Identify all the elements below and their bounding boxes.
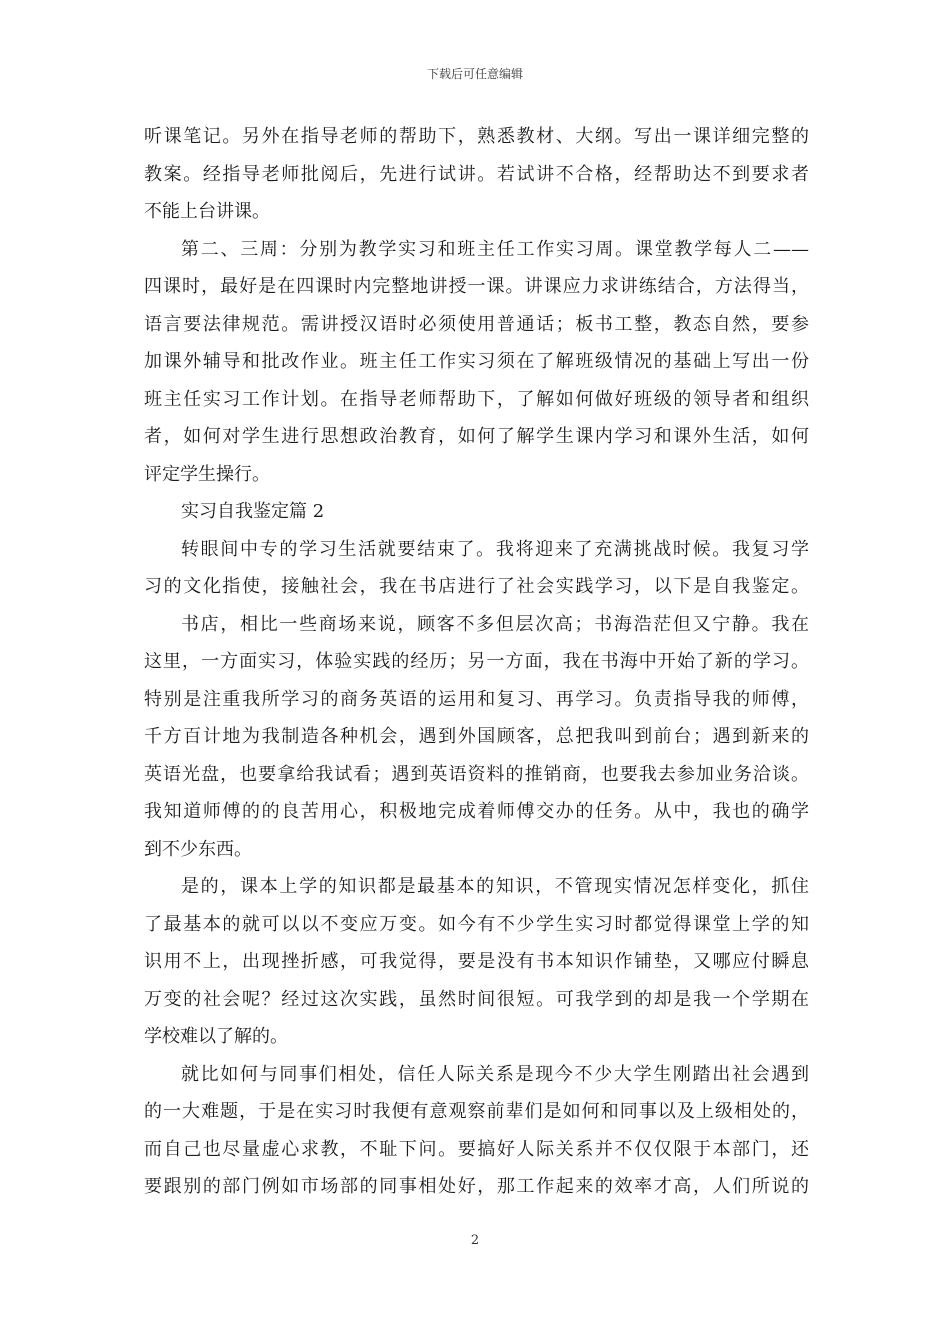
text-line: 千方百计地为我制造各种机会，遇到外国顾客，总把我叫到前台；遇到新来的 xyxy=(144,726,809,747)
section-heading: 实习自我鉴定篇 2 xyxy=(181,501,325,522)
text-line: 而自己也尽量虚心求教，不耻下问。要搞好人际关系并不仅仅限于本部门，还 xyxy=(144,1138,809,1160)
document-body xyxy=(144,118,809,1206)
text-line: 评定学生操行。 xyxy=(144,463,270,485)
text-line: 要跟别的部门例如市场部的同事相处好，那工作起来的效率才高，人们所说的 xyxy=(144,1176,809,1197)
text-line: 这里，一方面实习，体验实践的经历；另一方面，我在书海中开始了新的学习。 xyxy=(144,651,809,672)
text-line: 加课外辅导和批改作业。班主任工作实习须在了解班级情况的基础上写出一份 xyxy=(144,351,809,372)
text-line: 转眼间中专的学习生活就要结束了。我将迎来了充满挑战时候。我复习学 xyxy=(181,538,809,560)
text-line: 听课笔记。另外在指导老师的帮助下，熟悉教材、大纲。写出一课详细完整的 xyxy=(144,126,809,147)
text-line: 英语光盘，也要拿给我试看；遇到英语资料的推销商，也要我去参加业务洽谈。 xyxy=(144,763,809,785)
text-line: 识用不上，出现挫折感，可我觉得，要是没有书本知识作铺垫，又哪应付瞬息 xyxy=(144,951,809,972)
text-line: 是的，课本上学的知识都是最基本的知识，不管现实情况怎样变化，抓住 xyxy=(181,876,809,897)
text-line: 特别是注重我所学习的商务英语的运用和复习、再学习。负责指导我的师傅， xyxy=(144,688,809,710)
text-line: 学校难以了解的。 xyxy=(144,1026,288,1047)
text-line: 语言要法律规范。需讲授汉语时必须使用普通话；板书工整，教态自然，要参 xyxy=(144,313,809,335)
text-line: 书店，相比一些商场来说，顾客不多但层次高；书海浩茫但又宁静。我在 xyxy=(181,613,809,635)
text-line: 就比如何与同事们相处，信任人际关系是现今不少大学生刚踏出社会遇到 xyxy=(181,1063,809,1085)
text-line: 了最基本的就可以以不变应万变。如今有不少学生实习时都觉得课堂上学的知 xyxy=(144,913,809,935)
text-line: 班主任实习工作计划。在指导老师帮助下，了解如何做好班级的领导者和组织 xyxy=(144,388,809,410)
text-line: 的一大难题，于是在实习时我便有意观察前辈们是如何和同事以及上级相处的， xyxy=(144,1101,809,1122)
text-line: 我知道师傅的的良苦用心，积极地完成着师傅交办的任务。从中，我也的确学 xyxy=(144,801,809,822)
text-line: 万变的社会呢？经过这次实践，虽然时间很短。可我学到的却是我一个学期在 xyxy=(144,988,809,1010)
text-line: 四课时，最好是在四课时内完整地讲授一课。讲课应力求讲练结合，方法得当， xyxy=(144,276,809,297)
text-line: 到不少东西。 xyxy=(144,838,252,860)
page-header: 下载后可任意编辑 xyxy=(426,67,523,81)
page-number: 2 xyxy=(470,1233,480,1248)
text-line: 者，如何对学生进行思想政治教育，如何了解学生课内学习和课外生活，如何 xyxy=(144,426,809,447)
text-line: 不能上台讲课。 xyxy=(144,201,270,222)
text-line: 教案。经指导老师批阅后，先进行试讲。若试讲不合格，经帮助达不到要求者 xyxy=(144,163,809,185)
text-line: 习的文化指使，接触社会，我在书店进行了社会实践学习，以下是自我鉴定。 xyxy=(144,576,809,597)
text-line: 第二、三周：分别为教学实习和班主任工作实习周。课堂教学每人二—— xyxy=(181,238,809,260)
